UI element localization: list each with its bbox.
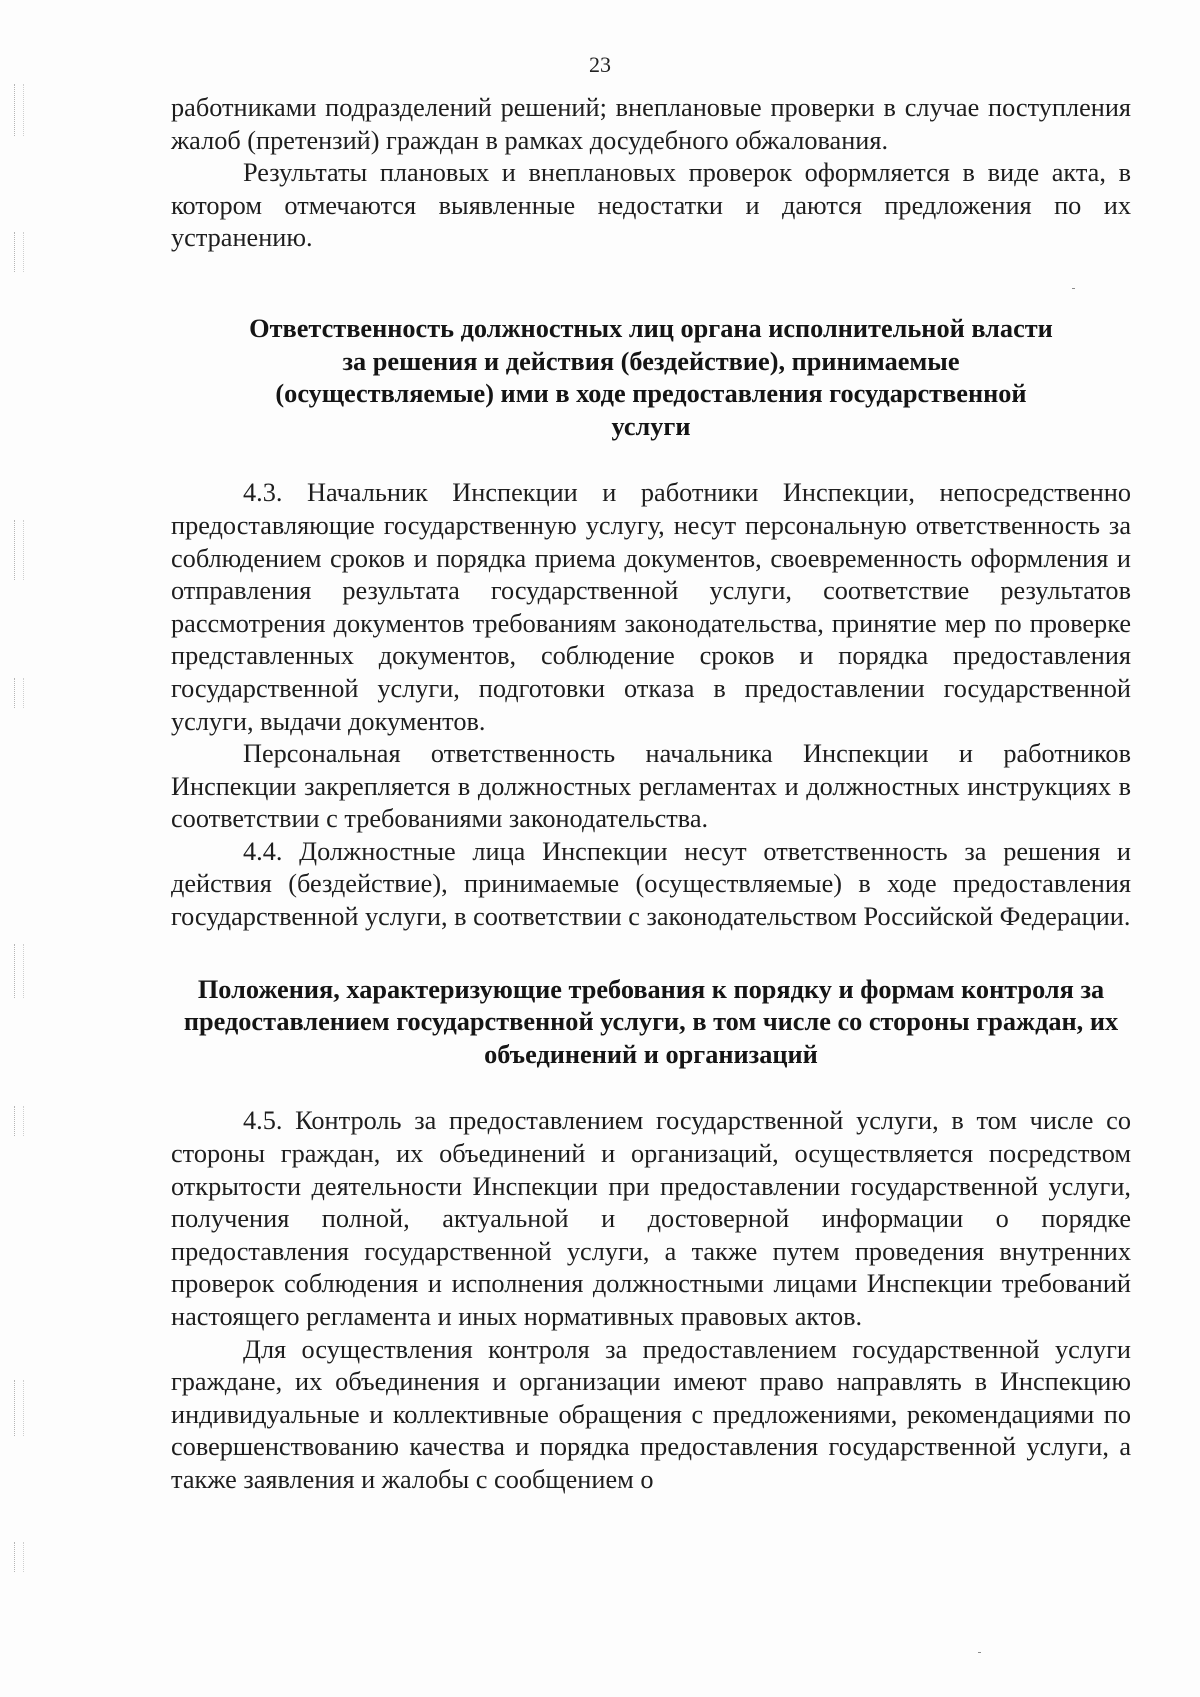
section-heading: Положения, характеризующие требования к порядку и формам контроля за предоставлением государственной услуги, в том числе со стороны граждан, их объединений и организаций	[183, 974, 1119, 1069]
scan-mark	[14, 944, 24, 998]
scan-mark	[14, 520, 24, 580]
paragraph: работниками подразделений решений; внеплановые проверки в случае поступления жалоб (претензий) граждан в рамках досудебного обжалования.	[171, 93, 1131, 155]
scan-binding-marks	[14, 0, 28, 1697]
scan-speck	[978, 1652, 981, 1653]
scan-mark	[14, 678, 24, 708]
paragraph-4-4: 4.4. Должностные лица Инспекции несут ответственность за решения и действия (бездействие), принимаемые (осуществляемые) в ходе предоставления государственной услуги, в соответствии с законодательством Российской Федерации.	[171, 836, 1131, 932]
paragraph-4-3: 4.3. Начальник Инспекции и работники Инспекции, непосредственно предоставляющие государственную услугу, несут персональную ответственность за соблюдением сроков и порядка приема документов, своевременность оформления и отправления результата государственной услуги, соответствие результатов рассмотрения документов требованиям законодательства, принятие мер по проверке представленных документов, соблюдение сроков и порядка предоставления государственной услуги, подготовки отказа в предоставлении государственной услуги, выдачи документов.	[171, 478, 1131, 736]
page-number: 23	[589, 52, 611, 77]
document-body	[171, 92, 1131, 1497]
paragraph: Для осуществления контроля за предоставлением государственной услуги граждане, их объединения и организации имеют право направлять в Инспекцию индивидуальные и коллективные обращения с предложениями, рекомендациями по совершенствованию качества и порядка предоставления государственной услуги, а также заявления и жалобы с сообщением о	[171, 1334, 1131, 1494]
scan-mark	[14, 1106, 24, 1136]
paragraph-4-5: 4.5. Контроль за предоставлением государственной услуги, в том числе со стороны граждан, их объединений и организаций, осуществляется посредством открытости деятельности Инспекции при предоставлении государственной услуги, получения полной, актуальной и достоверной информации о порядке предоставления государственной услуги, а также путем проведения внутренних проверок соблюдения и исполнения должностными лицами Инспекции требований настоящего регламента и иных нормативных правовых актов.	[171, 1106, 1131, 1331]
scan-mark	[14, 1380, 24, 1436]
scan-mark	[14, 1542, 24, 1572]
section-heading: Ответственность должностных лиц органа исполнительной власти за решения и действия (бездействие), принимаемые (осуществляемые) ими в ходе предоставления государственной услуги	[249, 313, 1053, 441]
paragraph: Персональная ответственность начальника Инспекции и работников Инспекции закрепляется в должностных регламентах и должностных инструкциях в соответствии с требованиями законодательства.	[171, 739, 1131, 834]
scan-mark	[14, 232, 24, 272]
paragraph: Результаты плановых и внеплановых проверок оформляется в виде акта, в котором отмечаются выявленные недостатки и даются предложения по их устранению.	[171, 158, 1131, 253]
scan-mark	[14, 84, 24, 136]
